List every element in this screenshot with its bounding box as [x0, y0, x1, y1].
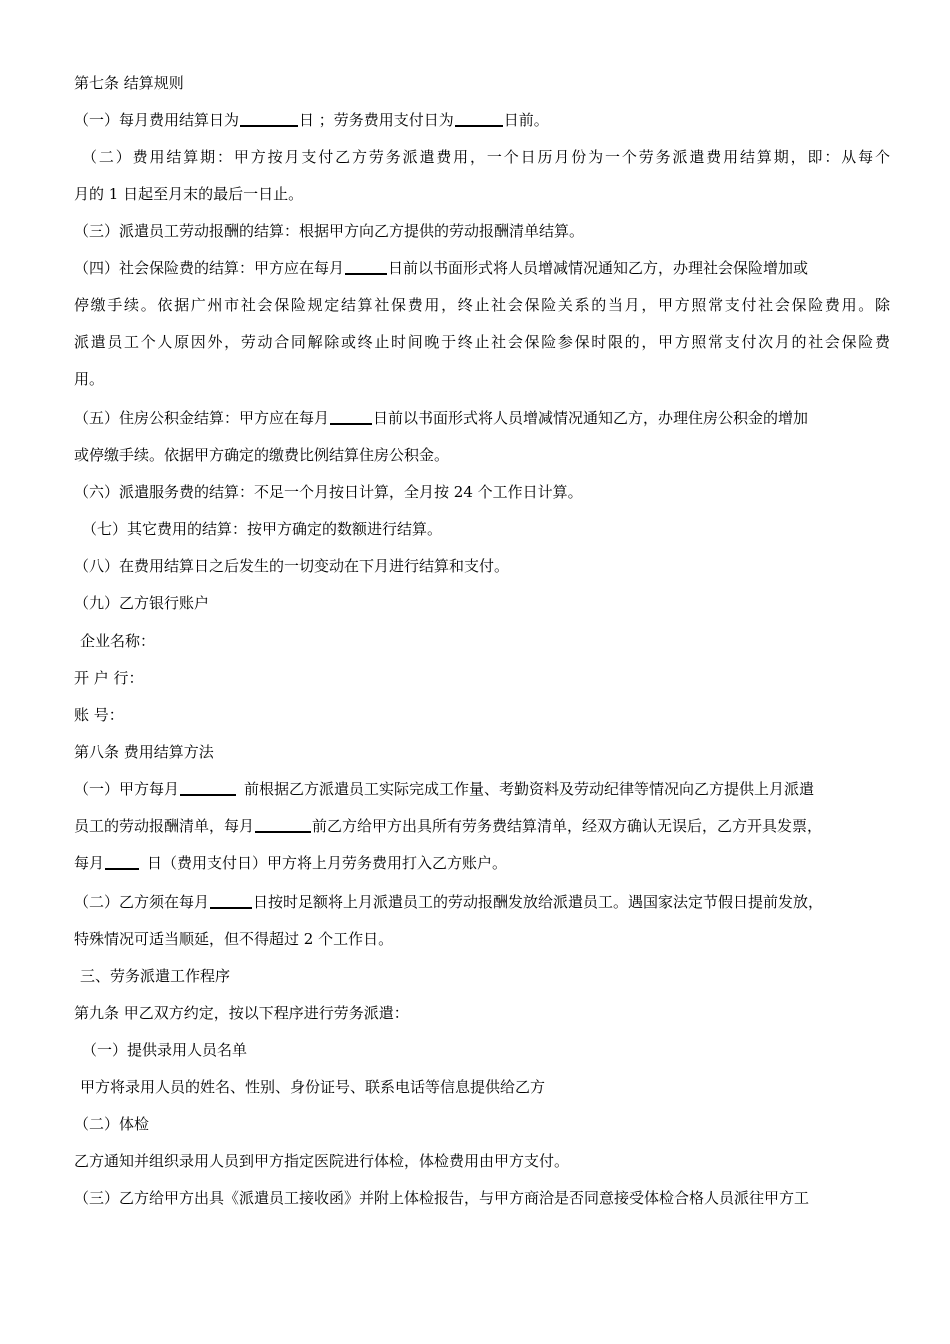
fill-blank[interactable]	[345, 257, 387, 275]
clause-7-7: （七）其它费用的结算：按甲方确定的数额进行结算。	[82, 520, 443, 538]
clause-7-5-line-1	[74, 400, 894, 437]
fill-blank[interactable]	[330, 407, 372, 425]
fill-blank[interactable]	[255, 815, 311, 833]
clause-text: （五）住房公积金结算：甲方应在每月	[74, 409, 330, 427]
article-7-title: 第七条 结算规则	[74, 74, 184, 92]
clause-9-3: （三）乙方给甲方出具《派遣员工接收函》并附上体检报告，与甲方商洽是否同意接受体检合格人员派往甲方工	[74, 1189, 810, 1207]
clause-text: 前根据乙方派遣员工实际完成工作量、考勤资料及劳动纪律等情况向乙方提供上月派遣	[244, 780, 815, 798]
account-label: 账 号：	[74, 706, 124, 724]
clause-7-8: （八）在费用结算日之后发生的一切变动在下月进行结算和支付。	[74, 557, 510, 575]
fill-blank[interactable]	[180, 778, 236, 796]
article-8-title: 第八条 费用结算方法	[74, 743, 214, 761]
clause-7-4-line-1	[74, 250, 894, 287]
clause-7-3: （三）派遣员工劳动报酬的结算：根据甲方向乙方提供的劳动报酬清单结算。	[74, 222, 585, 240]
clause-text: （二）乙方须在每月	[74, 893, 210, 911]
clause-text: 前乙方给甲方出具所有劳务费结算清单，经双方确认无误后，乙方开具发票，	[312, 817, 823, 835]
clause-7-4-line-3: 派遣员工个人原因外，劳动合同解除或终止时间晚于终止社会保险参保时限的，甲方照常支付次月的社会保险费	[74, 333, 890, 351]
bank-label: 开 户 行：	[74, 669, 144, 687]
fill-blank[interactable]	[240, 109, 298, 127]
clause-9-1-body: 甲方将录用人员的姓名、性别、身份证号、联系电话等信息提供给乙方	[80, 1078, 546, 1096]
section-3-title: 三、劳务派遣工作程序	[80, 967, 231, 985]
clause-text: （一）甲方每月	[74, 780, 180, 798]
fill-blank[interactable]	[455, 109, 503, 127]
company-name-label: 企业名称：	[80, 632, 156, 650]
fill-blank[interactable]	[210, 891, 252, 909]
fill-blank[interactable]	[105, 852, 139, 870]
clause-text: 每月	[74, 854, 105, 872]
clause-8-1-line-3	[74, 845, 894, 882]
clause-7-2-line-2: 月的 1 日起至月末的最后一日止。	[74, 185, 304, 203]
clause-9-2-body: 乙方通知并组织录用人员到甲方指定医院进行体检，体检费用由甲方支付。	[74, 1152, 570, 1170]
clause-8-2-line-1	[74, 884, 894, 921]
clause-9-1: （一）提供录用人员名单	[82, 1041, 248, 1059]
clause-7-4-line-2: 停缴手续。依据广州市社会保险规定结算社保费用，终止社会保险关系的当月，甲方照常支付社会保险费用。除	[74, 296, 890, 314]
clause-text: 员工的劳动报酬清单，每月	[74, 817, 255, 835]
clause-8-1-line-2	[74, 808, 894, 845]
clause-text: 日 ；劳务费用支付日为	[299, 111, 454, 129]
clause-7-1	[74, 102, 894, 139]
clause-text: 日按时足额将上月派遣员工的劳动报酬发放给派遣员工。遇国家法定节假日提前发放，	[253, 893, 824, 911]
clause-8-1-line-1	[74, 771, 894, 808]
clause-8-2-line-2: 特殊情况可适当顺延，但不得超过 2 个工作日。	[74, 930, 394, 948]
clause-7-5-line-2: 或停缴手续。依据甲方确定的缴费比例结算住房公积金。	[74, 446, 450, 464]
clause-text: （四）社会保险费的结算：甲方应在每月	[74, 259, 345, 277]
clause-7-2-line-1: （二）费用结算期：甲方按月支付乙方劳务派遣费用，一个日历月份为一个劳务派遣费用结算期，即：从每个	[82, 148, 890, 166]
clause-text: 日（费用支付日）甲方将上月劳务费用打入乙方账户。	[147, 854, 508, 872]
clause-text: 日前。	[503, 111, 549, 129]
clause-7-6: （六）派遣服务费的结算：不足一个月按日计算，全月按 24 个工作日计算。	[74, 483, 583, 501]
clause-text: 日前以书面形式将人员增减情况通知乙方，办理住房公积金的增加	[373, 409, 809, 427]
clause-7-9: （九）乙方银行账户	[74, 594, 210, 612]
clause-9-2: （二）体检	[74, 1115, 150, 1133]
clause-text: 日前以书面形式将人员增减情况通知乙方，办理社会保险增加或	[388, 259, 809, 277]
article-9-title: 第九条 甲乙双方约定，按以下程序进行劳务派遣：	[74, 1004, 409, 1022]
clause-7-4-line-4: 用。	[74, 370, 105, 388]
clause-text: （一）每月费用结算日为	[74, 111, 240, 129]
